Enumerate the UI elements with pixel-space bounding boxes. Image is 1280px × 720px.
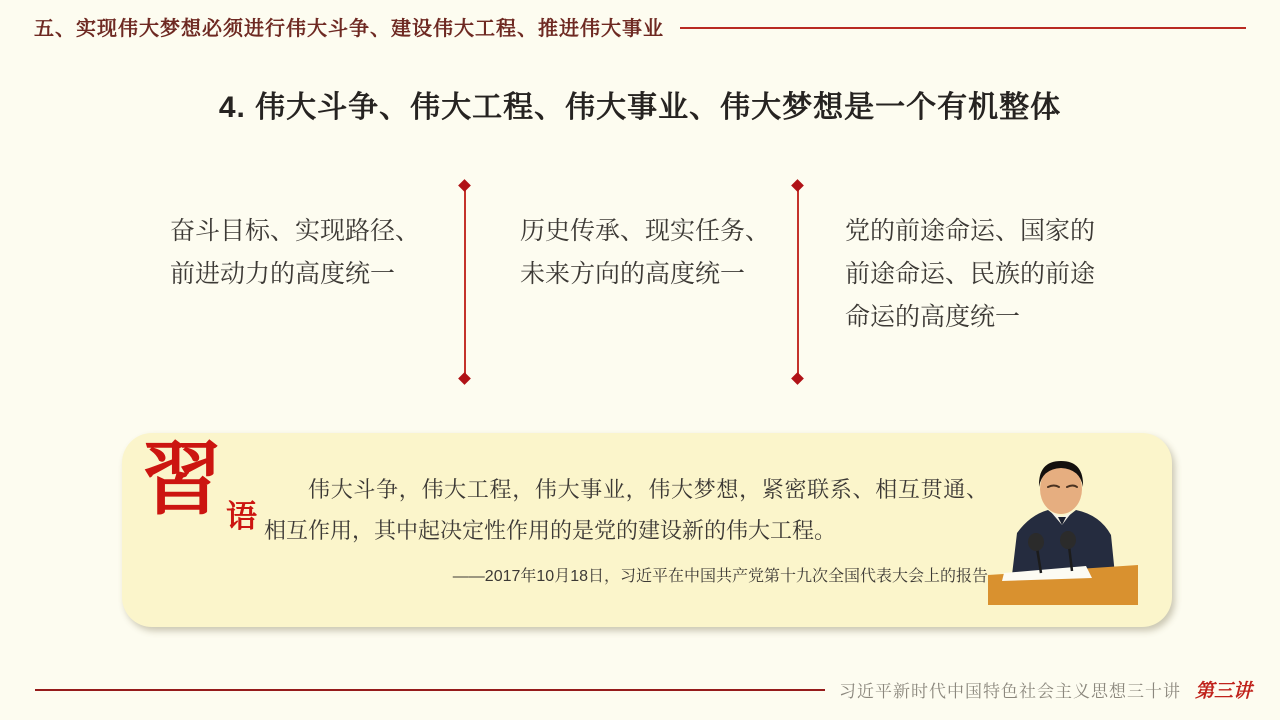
diamond-icon [791,179,804,192]
quote-callout-box [122,433,1172,627]
section-heading: 五、实现伟大梦想必须进行伟大斗争、建设伟大工程、推进伟大事业 [34,18,664,40]
diamond-icon [458,179,471,192]
footer-lecture-badge: 第三讲 [1194,680,1252,702]
xi-yu-logo-character: 習 [142,432,222,526]
page-title: 4. 伟大斗争、伟大工程、伟大事业、伟大梦想是一个有机整体 [218,91,1062,124]
divider-line-1 [464,186,466,378]
column-item-2: 历史传承、现实任务、未来方向的高度统一 [520,217,771,288]
footer-series-title: 习近平新时代中国特色社会主义思想三十讲 [838,682,1181,701]
footer-rule-line [35,689,825,691]
column-item-3: 党的前途命运、国家的前途命运、民族的前途命运的高度统一 [845,217,1096,331]
xi-yu-logo-subtext: 语 [226,499,257,535]
slide-header [34,12,1246,41]
header-rule-line [680,27,1246,29]
quote-text: 伟大斗争，伟大工程，伟大事业，伟大梦想，紧密联系、相互贯通、相互作用，其中起决定性作用的是党的建设新的伟大工程。 [264,477,988,543]
diamond-icon [791,372,804,385]
column-item-1: 奋斗目标、实现路径、前进动力的高度统一 [170,217,421,288]
quote-attribution: ——2017年10月18日，习近平在中国共产党第十九次全国代表大会上的报告 [452,568,988,585]
slide-footer [35,676,1252,703]
divider-line-2 [797,186,799,378]
diamond-icon [458,372,471,385]
speaker-photo [988,453,1138,605]
